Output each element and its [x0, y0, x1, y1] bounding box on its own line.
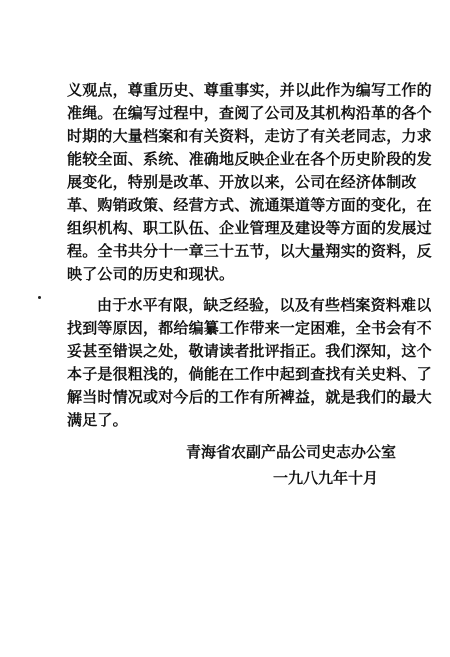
paragraph-1-line-2: 准绳。在编写过程中，查阅了公司及其机构沿革的各个 — [67, 104, 432, 122]
paragraph-2-line-1: 由于水平有限，缺乏经验，以及有些档案资料难以 — [97, 296, 432, 314]
paragraph-2-line-3: 妥甚至错误之处，敬请读者批评指正。我们深知，这个 — [67, 342, 432, 360]
signature-date: 一九八九年十月 — [273, 469, 379, 487]
paragraph-1-line-6: 革、购销政策、经营方式、流通渠道等方面的变化，在 — [67, 196, 432, 214]
signature-organization: 青海省农副产品公司史志办公室 — [186, 443, 397, 461]
paragraph-2-line-6: 满足了。 — [67, 411, 128, 429]
scan-speck — [38, 296, 41, 299]
paragraph-2-line-2: 找到等原因，都给编纂工作带来一定困难，全书会有不 — [67, 319, 432, 337]
paragraph-1-line-9: 映了公司的历史和现状。 — [67, 265, 235, 283]
paragraph-2-line-5: 解当时情况或对今后的工作有所裨益，就是我们的最大 — [67, 388, 432, 406]
paragraph-1-line-5: 展变化，特别是改革、开放以来，公司在经济体制改 — [67, 173, 417, 191]
paragraph-1-line-8: 程。全书共分十一章三十五节，以大量翔实的资料，反 — [67, 242, 432, 260]
paragraph-1-line-3: 时期的大量档案和有关资料，走访了有关老同志，力求 — [67, 127, 432, 145]
paragraph-1-line-4: 能较全面、系统、准确地反映企业在各个历史阶段的发 — [67, 150, 432, 168]
paragraph-2-line-4: 本子是很粗浅的，倘能在工作中起到查找有关史料、了 — [67, 365, 432, 383]
paragraph-1-line-7: 组织机构、职工队伍、企业管理及建设等方面的发展过 — [67, 219, 432, 237]
paragraph-1-line-1: 义观点，尊重历史、尊重事实，并以此作为编写工作的 — [67, 81, 432, 99]
